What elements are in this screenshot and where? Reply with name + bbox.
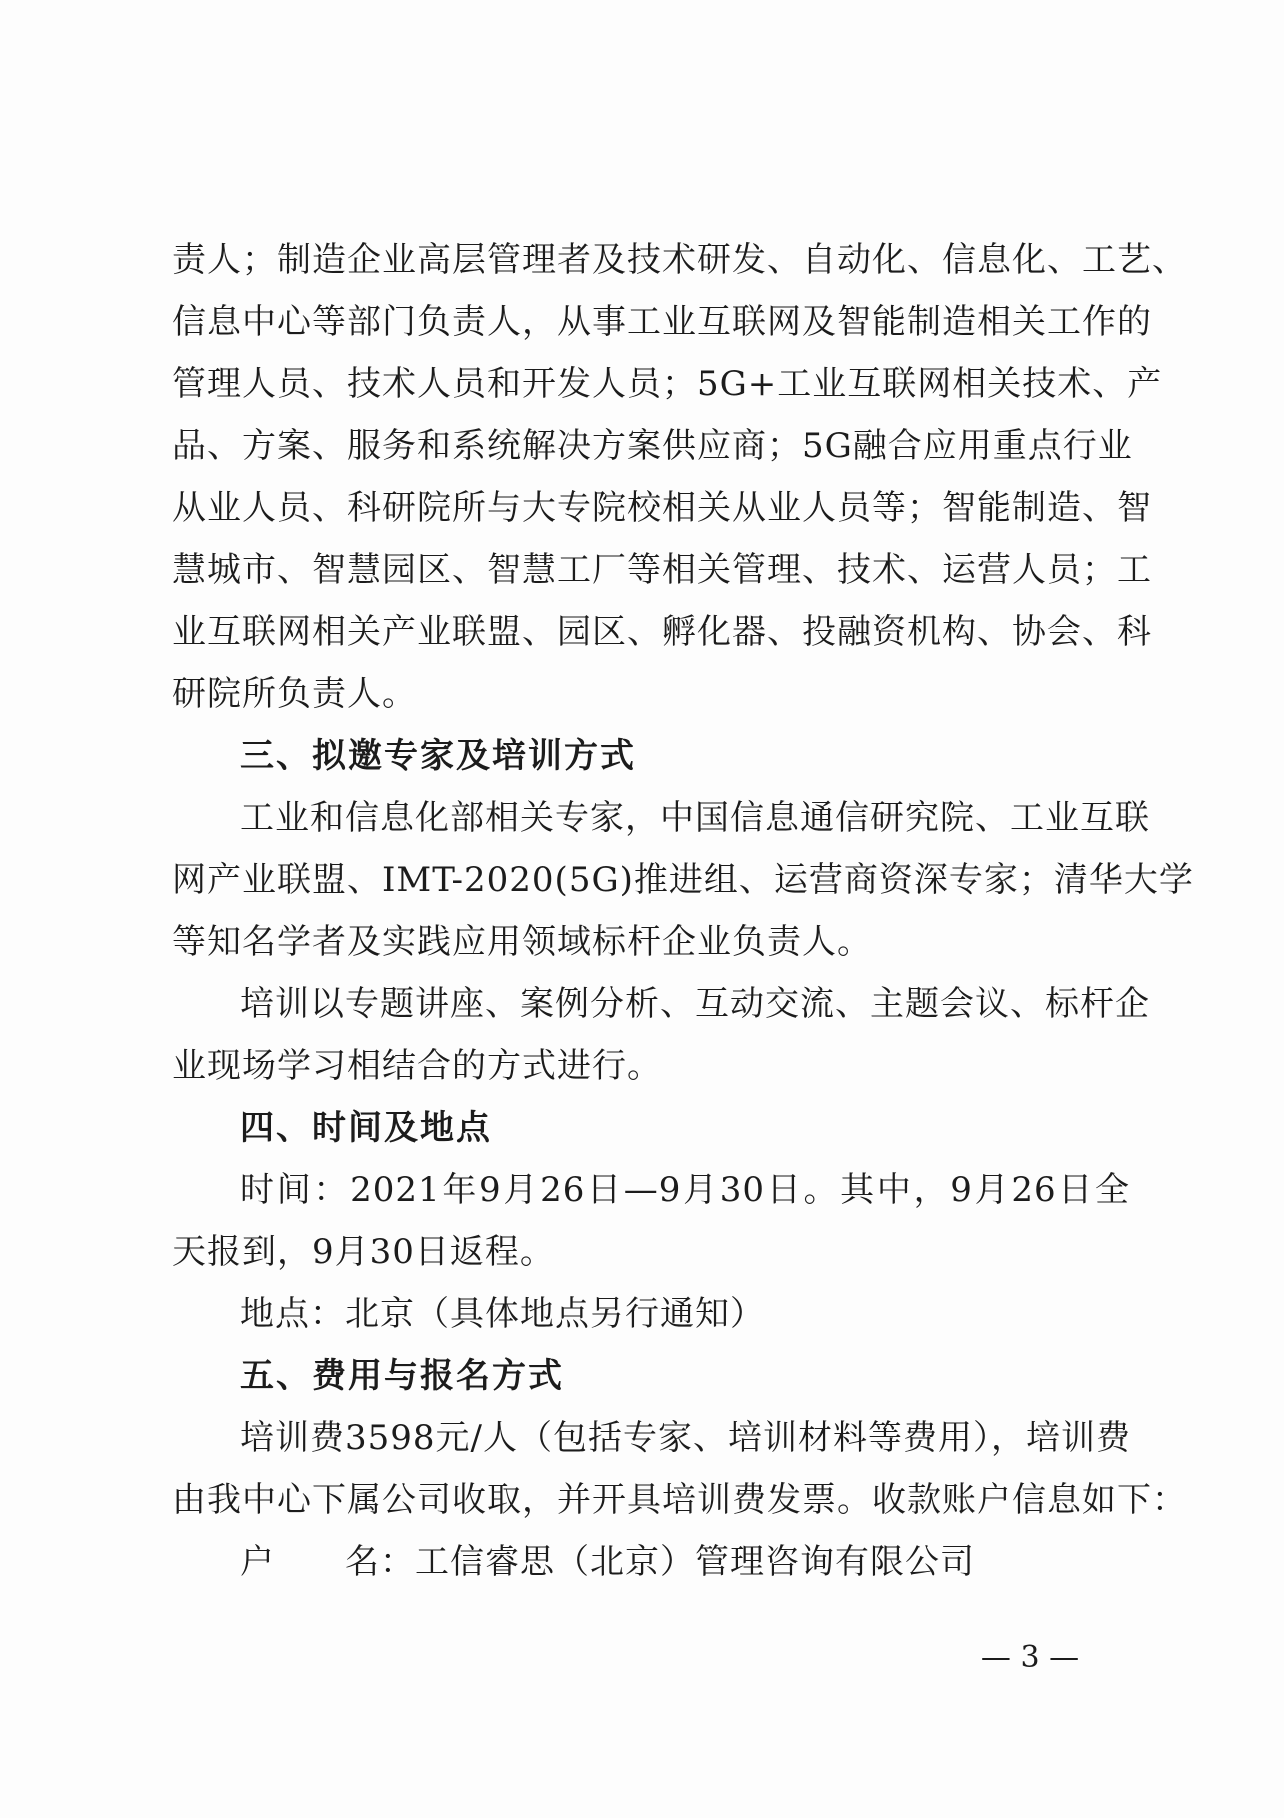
section-heading-experts: 三、拟邀专家及培训方式 <box>240 736 636 776</box>
paragraph-line: 业互联网相关产业联盟、园区、孵化器、投融资机构、协会、科 <box>172 612 1152 652</box>
paragraph-line: 工业和信息化部相关专家，中国信息通信研究院、工业互联 <box>240 798 1150 838</box>
page-number: — 3 — <box>980 1640 1080 1675</box>
paragraph-line: 天报到，9月30日返程。 <box>172 1232 555 1272</box>
section-heading-fees: 五、费用与报名方式 <box>240 1356 564 1396</box>
paragraph-line: 培训以专题讲座、案例分析、互动交流、主题会议、标杆企 <box>240 984 1150 1024</box>
paragraph-line: 品、方案、服务和系统解决方案供应商；5G融合应用重点行业 <box>172 426 1133 466</box>
paragraph-line: 管理人员、技术人员和开发人员；5G+工业互联网相关技术、产 <box>172 364 1163 404</box>
paragraph-line: 网产业联盟、IMT-2020(5G)推进组、运营商资深专家；清华大学 <box>172 860 1194 900</box>
paragraph-line: 业现场学习相结合的方式进行。 <box>172 1046 662 1086</box>
account-name-line: 户 名：工信睿思（北京）管理咨询有限公司 <box>240 1542 975 1582</box>
paragraph-line: 等知名学者及实践应用领域标杆企业负责人。 <box>172 922 872 962</box>
paragraph-line: 从业人员、科研院所与大专院校相关从业人员等；智能制造、智 <box>172 488 1152 528</box>
paragraph-line: 时间：2021年9月26日—9月30日。其中，9月26日全 <box>240 1170 1130 1210</box>
paragraph-line: 慧城市、智慧园区、智慧工厂等相关管理、技术、运营人员；工 <box>172 550 1152 590</box>
paragraph-line: 责人；制造企业高层管理者及技术研发、自动化、信息化、工艺、 <box>172 240 1187 280</box>
paragraph-line: 由我中心下属公司收取，并开具培训费发票。收款账户信息如下： <box>172 1480 1187 1520</box>
paragraph-line: 信息中心等部门负责人，从事工业互联网及智能制造相关工作的 <box>172 302 1152 342</box>
section-heading-time-place: 四、时间及地点 <box>240 1108 492 1148</box>
paragraph-line: 研院所负责人。 <box>172 674 417 714</box>
paragraph-line: 地点：北京（具体地点另行通知） <box>240 1294 765 1334</box>
paragraph-line: 培训费3598元/人（包括专家、培训材料等费用），培训费 <box>240 1418 1131 1458</box>
